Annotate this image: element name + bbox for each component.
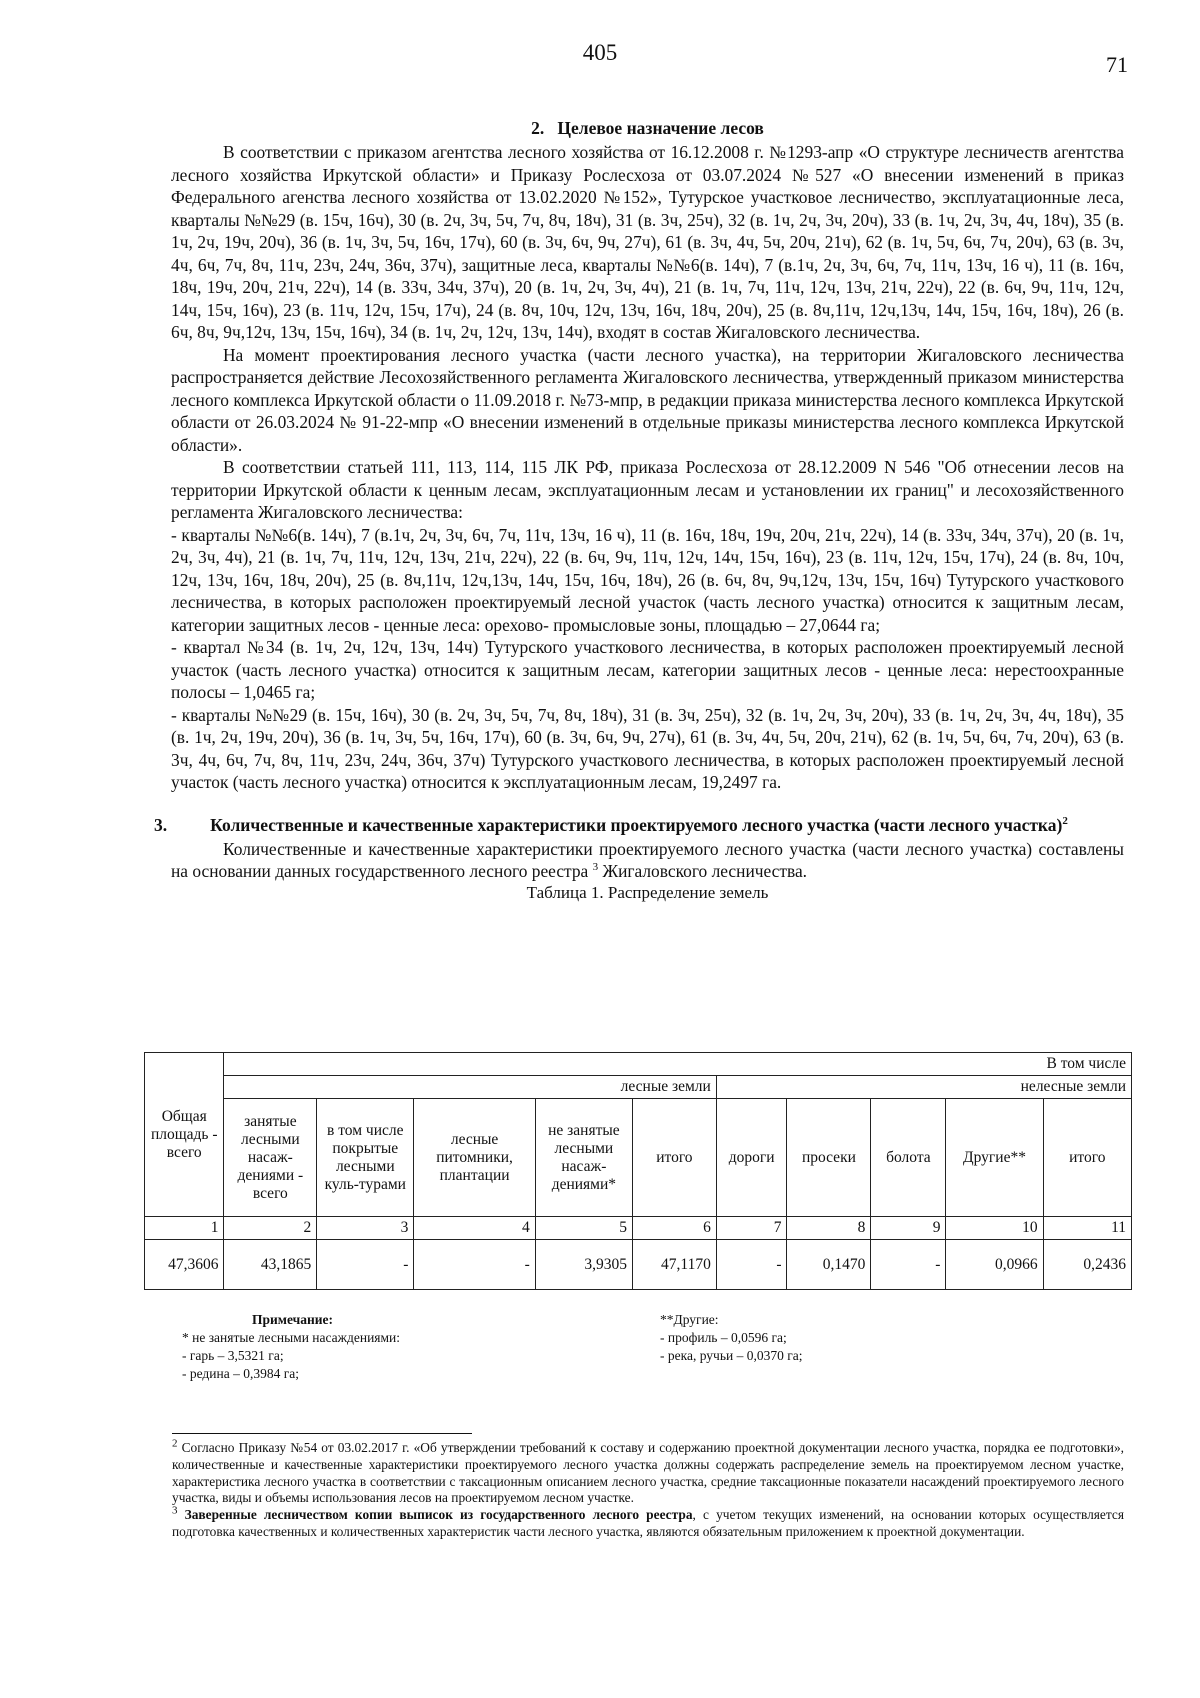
group-header: В том числе	[224, 1053, 1132, 1076]
value-forest-stands: 43,1865	[224, 1240, 317, 1290]
footnote-3	[172, 1504, 1124, 1541]
note-line: **Другие:	[660, 1312, 719, 1327]
section-2-paragraph-3: В соответствии статьей 111, 113, 114, 115 ЛК РФ, приказа Рослесхоза от 28.12.2009 N 546 "Об отнесении лесов на территории Иркутской области к ценным лесам, эксплуатационным лесам и установлении их границ" и лесохозяйственного регламента Жигаловского лесничества:	[171, 457, 1124, 522]
footnote-3-bold: Заверенные лесничеством копии выписок из государственного лесного реестра	[177, 1507, 693, 1523]
footnote-2-text: Согласно Приказу №54 от 03.02.2017 г. «Об утверждении требований к составу и содержанию проектной документации лесного участка, порядка ее подготовки», количественные и качественные характеристики проектируемого лесного участка должны содержать распределение земель на проектируемом лесном участке, характеристика лесного участка в соответствии с таксационным описанием лесного участка, средние таксационные показатели насаждений проектируемого лесного участка, виды и объемы использования лесов на проектируемом лесном участке.	[172, 1440, 1124, 1506]
forest-lands-header: лесные земли	[224, 1076, 716, 1099]
col-number: 11	[1043, 1217, 1131, 1240]
col-number: 2	[224, 1217, 317, 1240]
notes-right	[660, 1311, 960, 1365]
col-total-area: Общая площадь - всего	[145, 1053, 224, 1217]
quarters-list-item-3: - кварталы №№29 (в. 15ч, 16ч), 30 (в. 2ч, 3ч, 5ч, 7ч, 8ч, 18ч), 31 (в. 3ч, 25ч), 32 (в. 1ч, 2ч, 3ч, 20ч), 33 (в. 1ч, 2ч, 3ч, 4ч, 18ч), 35 (в. 1ч, 2ч, 19ч, 20ч), 36 (в. 1ч, 3ч, 5ч, 16ч, 17ч), 60 (в. 3ч, 6ч, 9ч, 27ч), 61 (в. 3ч, 4ч, 5ч, 20ч, 21ч), 62 (в. 1ч, 5ч, 6ч, 7ч, 20ч), 63 (в. 3ч, 4ч, 6ч, 7ч, 8ч, 11ч, 23ч, 24ч, 36ч, 37ч) Тутурского участкового лесничества, в которых расположен проектируемый лесной участок (часть лесного участка) относится к эксплуатационным лесам, 19,2497 га.	[171, 704, 1124, 792]
col-forest-crops: в том числе покрытые лесными куль-турами	[317, 1099, 414, 1217]
col-roads: дороги	[716, 1099, 787, 1217]
col-forest-total: итого	[632, 1099, 716, 1217]
col-clearings: просеки	[787, 1099, 871, 1217]
section-3-title: Количественные и качественные характеристики проектируемого лесного участка (части лесного участка)	[210, 814, 1063, 835]
section-2-paragraph-1: В соответствии с приказом агентства лесного хозяйства от 16.12.2008 г. №1293-апр «О структуре лесничеств агентства лесного хозяйства Иркутской области» и Приказу Рослесхоза от 03.07.2024 №527 «О внесении изменений в приказ Федерального агенства лесного хозяйства от 13.02.2020 №152», Тутурское участковое лесничество, эксплуатационные леса, кварталы №№29 (в. 15ч, 16ч), 30 (в. 2ч, 3ч, 5ч, 7ч, 8ч, 18ч), 31 (в. 3ч, 25ч), 32 (в. 1ч, 2ч, 3ч, 20ч), 33 (в. 1ч, 2ч, 3ч, 4ч, 18ч), 35 (в. 1ч, 2ч, 19ч, 20ч), 36 (в. 1ч, 3ч, 5ч, 16ч, 17ч), 60 (в. 3ч, 6ч, 9ч, 27ч), 61 (в. 3ч, 4ч, 5ч, 20ч, 21ч), 62 (в. 1ч, 5ч, 6ч, 7ч, 20ч), 63 (в. 3ч, 4ч, 6ч, 7ч, 8ч, 11ч, 23ч, 24ч, 36ч, 37ч), защитные леса, кварталы №№6(в. 14ч), 7 (в.1ч, 2ч, 3ч, 6ч, 7ч, 11ч, 13ч, 16 ч), 11 (в. 16ч, 18ч, 19ч, 20ч, 21ч, 22ч), 14 (в. 33ч, 34ч, 37ч), 20 (в. 1ч, 2ч, 3ч, 4ч), 21 (в. 1ч, 7ч, 11ч, 12ч, 13ч, 21ч, 22ч), 22 (в. 6ч, 9ч, 11ч, 12ч, 14ч, 15ч, 16ч), 23 (в. 11ч, 12ч, 15ч, 17ч), 24 (в. 8ч, 10ч, 12ч, 13ч, 16ч, 18ч, 20ч), 25 (в. 8ч,11ч, 12ч,13ч, 14ч, 15ч, 16ч, 18ч), 26 (в. 6ч, 8ч, 9ч,12ч, 13ч, 15ч, 16ч), 34 (в. 1ч, 2ч, 12ч, 13ч, 14ч), входят в состав Жигаловского лесничества.	[171, 142, 1124, 342]
footnote-3-mark: 3	[172, 1504, 178, 1517]
value-total-area: 47,3606	[145, 1240, 224, 1290]
footnote-3-text: , с учетом текущих изменений, на основании которых осуществляется подготовка качественных и количественных характеристик части лесного участка, являются обязательным приложением к проектной документации.	[172, 1507, 1124, 1539]
value-other: 0,0966	[946, 1240, 1043, 1290]
col-other: Другие**	[946, 1099, 1043, 1217]
note-line: - профиль – 0,0596 га;	[660, 1330, 787, 1345]
note-line: - редина – 0,3984 га;	[182, 1366, 300, 1381]
footnote-divider	[172, 1433, 472, 1434]
footnote-2	[172, 1437, 1124, 1507]
note-line: - гарь – 3,5321 га;	[182, 1348, 284, 1363]
section-3-heading	[154, 814, 1124, 836]
col-number: 8	[787, 1217, 871, 1240]
quarters-list-item-2: - квартал №34 (в. 1ч, 2ч, 12ч, 13ч, 14ч) Тутурского участкового лесничества, в которых расположен проектируемый лесной участок (часть лесного участка) относится к защитным лесам, категории защитных лесов - ценные леса: нерестоохранные полосы – 1,0465 га;	[171, 637, 1124, 702]
notes-left	[182, 1311, 622, 1383]
col-forest-stands: занятые лесными насаж-дениями - всего	[224, 1099, 317, 1217]
land-distribution-table	[144, 1052, 1132, 1290]
section-2-paragraph-2: На момент проектирования лесного участка (части лесного участка), на территории Жигаловского лесничества распространяется действие Лесохозяйственного регламента Жигаловского лесничества, утвержденный приказом министерства лесного комплекса Иркутской области о 11.09.2018 г. №73-мпр, в редакции приказа министерства лесного комплекса Иркутской области от 26.03.2024 № 91-22-мпр «О внесении изменений в отдельные приказы министерства лесного комплекса Иркутской области».	[171, 344, 1124, 455]
section-3-number: 3.	[154, 814, 168, 835]
col-nonforest-total: итого	[1043, 1099, 1131, 1217]
value-clearings: 0,1470	[787, 1240, 871, 1290]
notes-title: Примечание:	[252, 1312, 334, 1327]
section-2-heading: 2. Целевое назначение лесов	[531, 118, 764, 138]
value-nonforest-total: 0,2436	[1043, 1240, 1131, 1290]
col-swamps: болота	[871, 1099, 946, 1217]
section-3-text-end: Жигаловского лесничества.	[598, 861, 808, 881]
footnotes	[172, 1437, 1124, 1541]
col-number: 3	[317, 1217, 414, 1240]
value-forest-total: 47,1170	[632, 1240, 716, 1290]
col-number: 1	[145, 1217, 224, 1240]
value-nurseries: -	[414, 1240, 535, 1290]
col-number: 6	[632, 1217, 716, 1240]
col-not-forested: не занятые лесными насаж-дениями*	[535, 1099, 632, 1217]
note-line: * не занятые лесными насаждениями:	[182, 1330, 401, 1345]
section-3-paragraph	[171, 838, 1124, 883]
value-swamps: -	[871, 1240, 946, 1290]
nonforest-lands-header: нелесные земли	[716, 1076, 1131, 1099]
value-not-forested: 3,9305	[535, 1240, 632, 1290]
col-nurseries: лесные питомники, плантации	[414, 1099, 535, 1217]
col-number: 4	[414, 1217, 535, 1240]
col-number: 9	[871, 1217, 946, 1240]
footnote-ref-3: 3	[592, 861, 599, 874]
col-number: 5	[535, 1217, 632, 1240]
quarters-list-item-1: - кварталы №№6(в. 14ч), 7 (в.1ч, 2ч, 3ч, 6ч, 7ч, 11ч, 13ч, 16 ч), 11 (в. 16ч, 18ч, 19ч, 20ч, 21ч, 22ч), 14 (в. 33ч, 34ч, 37ч), 20 (в. 1ч, 2ч, 3ч, 4ч), 21 (в. 1ч, 7ч, 11ч, 12ч, 13ч, 21ч, 22ч), 22 (в. 6ч, 9ч, 11ч, 12ч, 14ч, 15ч, 16ч), 23 (в. 11ч, 12ч, 15ч, 17ч), 24 (в. 8ч, 10ч, 12ч, 13ч, 16ч, 18ч, 20ч), 25 (в. 8ч,11ч, 12ч,13ч, 14ч, 15ч, 16ч, 18ч), 26 (в. 6ч, 8ч, 9ч,12ч, 13ч, 15ч, 16ч) Тутурского участкового лесничества, в которых расположен проектируемый лесной участок (часть лесного участка) относится к защитным лесам, категории защитных лесов - ценные леса: орехово- промысловые зоны, площадью – 27,0644 га;	[171, 524, 1124, 635]
value-roads: -	[716, 1240, 787, 1290]
table-caption: Таблица 1. Распределение земель	[526, 882, 769, 902]
page-number-right: 71	[1106, 52, 1128, 77]
section-3-text: Количественные и качественные характеристики проектируемого лесного участка (части лесного участка) составлены на основании данных государственного лесного реестра	[171, 838, 1124, 881]
col-number: 7	[716, 1217, 787, 1240]
page-number-top: 405	[582, 40, 618, 65]
value-forest-crops: -	[317, 1240, 414, 1290]
footnote-2-mark: 2	[172, 1437, 178, 1450]
footnote-ref-2: 2	[1062, 814, 1068, 827]
col-number: 10	[946, 1217, 1043, 1240]
note-line: - река, ручьи – 0,0370 га;	[660, 1348, 803, 1363]
document-body	[154, 118, 1124, 902]
